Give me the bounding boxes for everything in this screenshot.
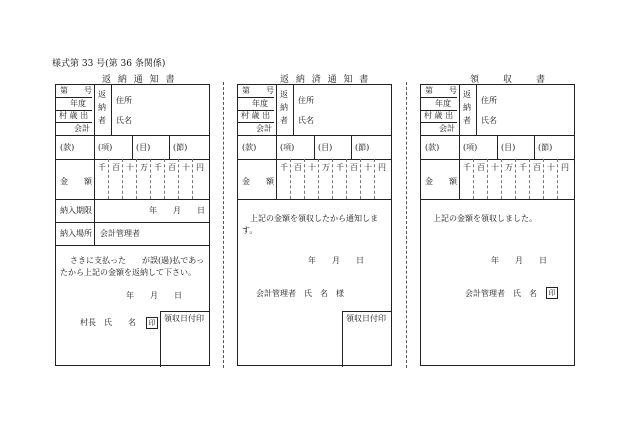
digit-sen2: 千 xyxy=(519,163,527,172)
num-label: 第 号 xyxy=(242,86,274,95)
place-label: 納入場所 xyxy=(60,229,92,238)
name-label: 氏名 xyxy=(481,116,497,125)
setsu-label: (節) xyxy=(173,143,188,152)
setsu-label: (節) xyxy=(355,143,370,152)
kou-label: (項) xyxy=(98,143,113,152)
digit-en: 円 xyxy=(378,163,386,172)
issue-date: 年 月 日 xyxy=(308,256,364,265)
amount-label: 金 額 xyxy=(60,177,92,186)
message-line2: す。 xyxy=(242,226,258,235)
stamp-label: 領収日付印 xyxy=(164,314,204,323)
issue-date: 年 月 日 xyxy=(491,256,547,265)
office-label: 村 歳 出 xyxy=(59,111,89,120)
address-label: 住所 xyxy=(481,96,497,105)
digit-hyaku: 百 xyxy=(112,163,120,172)
digit-hyaku2: 百 xyxy=(168,163,176,172)
kan-label: (款) xyxy=(242,143,257,152)
seal-mark: 印 xyxy=(146,317,158,329)
returner-label: 返納者 xyxy=(280,90,288,125)
panel2-title: 返 納 済 通 知 書 xyxy=(280,75,371,85)
kou-label: (項) xyxy=(463,143,478,152)
kaikei-label: 会計 xyxy=(74,124,90,133)
kaikei-label: 会計 xyxy=(256,124,272,133)
stamp-label: 領収日付印 xyxy=(346,314,386,323)
digit-juu: 十 xyxy=(126,163,134,172)
nendo-label: 年度 xyxy=(252,99,268,108)
panel-receipt xyxy=(420,84,575,366)
deadline-label: 納入期限 xyxy=(60,206,92,215)
digit-sen2: 千 xyxy=(154,163,162,172)
panel-return-notice xyxy=(55,84,210,366)
setsu-label: (節) xyxy=(538,143,553,152)
digit-juu: 十 xyxy=(491,163,499,172)
office-label: 村 歳 出 xyxy=(424,111,454,120)
digit-sen: 千 xyxy=(463,163,471,172)
digit-hyaku: 百 xyxy=(294,163,302,172)
message-line1: 上記の金額を領収しました。 xyxy=(433,214,537,223)
address-label: 住所 xyxy=(298,96,314,105)
nendo-label: 年度 xyxy=(70,99,86,108)
nendo-label: 年度 xyxy=(435,99,451,108)
kou-label: (項) xyxy=(280,143,295,152)
office-label: 村 歳 出 xyxy=(241,111,271,120)
digit-en: 円 xyxy=(196,163,204,172)
digit-man: 万 xyxy=(140,163,148,172)
digit-sen: 千 xyxy=(280,163,288,172)
digit-juu2: 十 xyxy=(547,163,555,172)
message-line1: さきに支払った が誤(過)払であっ xyxy=(70,256,205,265)
num-label: 第 号 xyxy=(425,86,457,95)
message-line1: 上記の金額を領収したから通知しま xyxy=(250,214,378,223)
num-label: 第 号 xyxy=(60,86,92,95)
manager-label: 会計管理者 氏 名 様 xyxy=(256,289,344,298)
mayor-label: 村長 氏 名 xyxy=(80,318,136,327)
deadline-date: 年 月 日 xyxy=(149,206,205,215)
digit-man: 万 xyxy=(322,163,330,172)
returner-label: 返納者 xyxy=(463,90,471,125)
digit-hyaku: 百 xyxy=(477,163,485,172)
amount-label: 金 額 xyxy=(425,177,457,186)
place-value: 会計管理者 xyxy=(100,229,140,238)
digit-juu2: 十 xyxy=(182,163,190,172)
kaikei-label: 会計 xyxy=(439,124,455,133)
message-line2: たから上記の金額を返納して下さい。 xyxy=(60,268,196,277)
kan-label: (款) xyxy=(60,143,75,152)
digit-juu2: 十 xyxy=(364,163,372,172)
digit-sen2: 千 xyxy=(336,163,344,172)
digit-man: 万 xyxy=(505,163,513,172)
moku-label: (目) xyxy=(501,143,516,152)
returner-label: 返納者 xyxy=(98,90,106,125)
digit-juu: 十 xyxy=(308,163,316,172)
address-label: 住所 xyxy=(116,96,132,105)
cut-line-2 xyxy=(406,82,407,368)
issue-date: 年 月 日 xyxy=(126,291,182,300)
panel-return-completed-notice xyxy=(237,84,392,366)
moku-label: (目) xyxy=(318,143,333,152)
digit-hyaku2: 百 xyxy=(350,163,358,172)
name-label: 氏名 xyxy=(298,116,314,125)
amount-label: 金 額 xyxy=(242,177,274,186)
panel1-title: 返 納 通 知 書 xyxy=(102,75,177,85)
name-label: 氏名 xyxy=(116,116,132,125)
manager-label: 会計管理者 氏 名 xyxy=(465,289,537,298)
cut-line-1 xyxy=(223,82,224,368)
digit-sen: 千 xyxy=(98,163,106,172)
moku-label: (目) xyxy=(136,143,151,152)
digit-en: 円 xyxy=(561,163,569,172)
panel3-title: 領 収 書 xyxy=(470,75,548,85)
digit-hyaku2: 百 xyxy=(533,163,541,172)
form-number: 様式第 33 号(第 36 条関係) xyxy=(52,59,166,69)
kan-label: (款) xyxy=(425,143,440,152)
seal-mark: 印 xyxy=(546,287,558,299)
